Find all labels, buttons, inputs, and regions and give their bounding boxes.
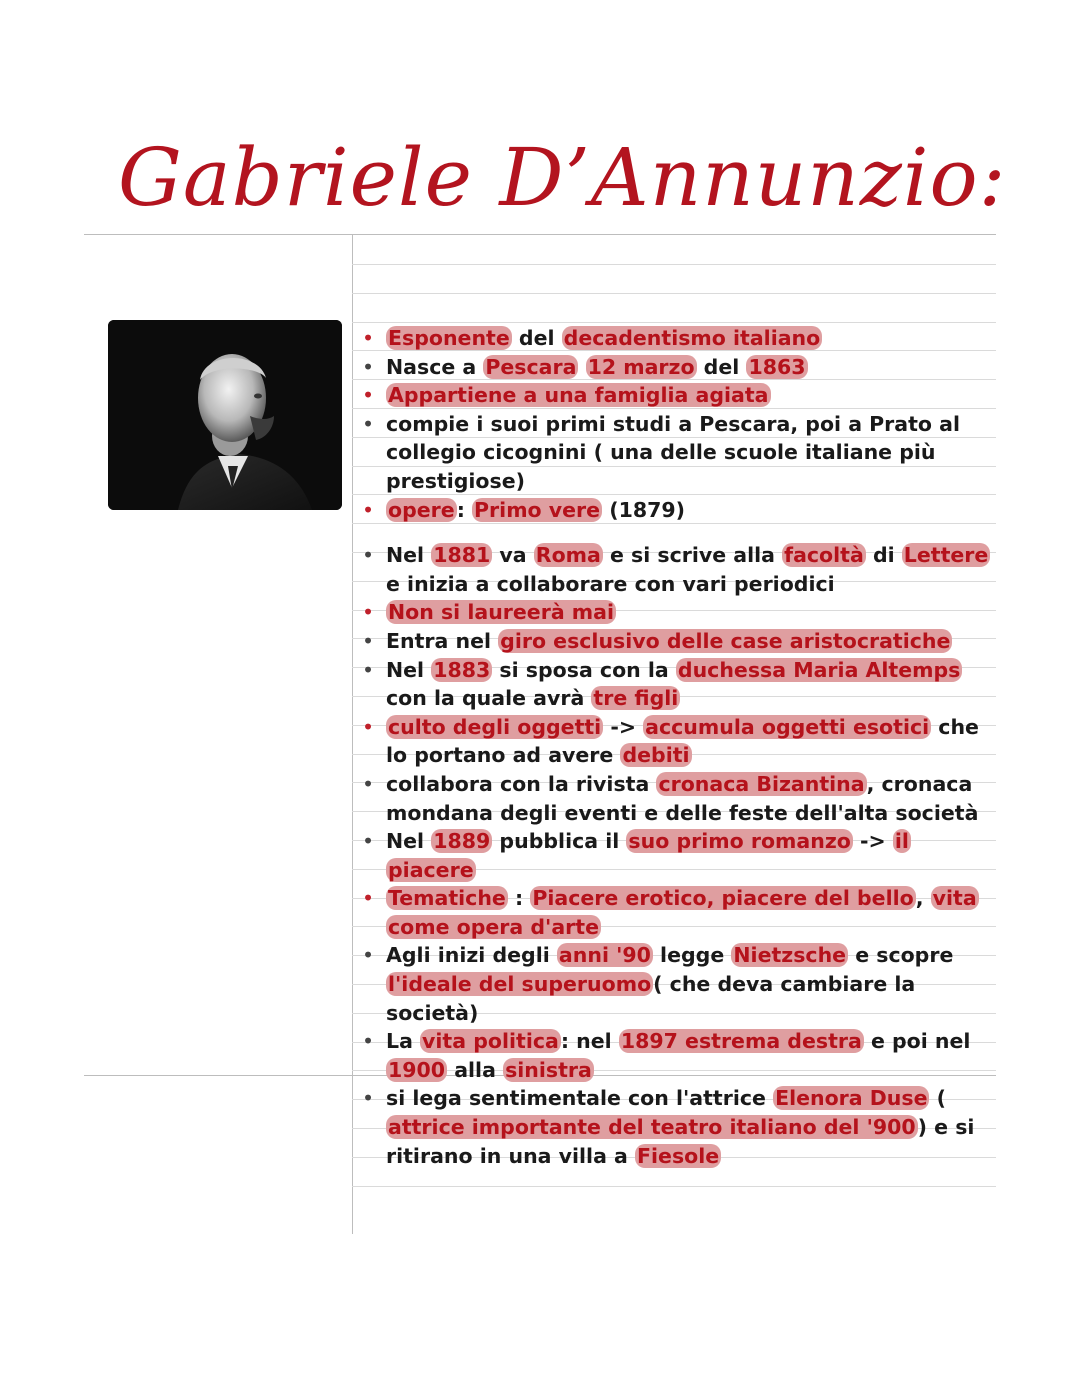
note-text: -> — [852, 829, 893, 854]
note-text: La — [386, 1029, 421, 1054]
highlighted-text: 1883 — [433, 657, 491, 682]
note-text: va — [492, 543, 534, 568]
portrait-photo — [108, 320, 342, 510]
note-item — [362, 1084, 1002, 1170]
portrait-icon — [108, 320, 342, 510]
note-text: Nel — [386, 543, 432, 568]
note-text: e scopre — [848, 943, 954, 968]
note-text: con la quale avrà — [386, 686, 592, 711]
note-text: ( che deva cambiare la società) — [386, 972, 916, 1025]
note-text: e inizia a collaborare con vari periodici — [386, 571, 835, 596]
note-text: e poi nel — [863, 1029, 971, 1054]
highlighted-text: 1863 — [748, 354, 806, 379]
highlighted-text: attrice importante del teatro italiano del '900 — [388, 1115, 916, 1140]
note-text: , — [915, 886, 931, 911]
note-text: collabora con la rivista — [386, 771, 657, 796]
note-text: ( — [929, 1086, 946, 1111]
note-text: si sposa con la — [492, 657, 676, 682]
note-text: : nel — [560, 1029, 619, 1054]
note-item — [362, 598, 1002, 627]
note-item — [362, 770, 1002, 827]
note-item — [362, 410, 1002, 496]
ruled-line — [352, 322, 996, 323]
note-text: : — [507, 886, 531, 911]
highlighted-text: debiti — [622, 743, 690, 768]
title-underline — [84, 234, 996, 235]
note-item — [362, 713, 1002, 770]
note-item — [362, 496, 1002, 525]
ruled-line — [352, 264, 996, 265]
note-text — [578, 355, 585, 379]
note-text: del — [696, 354, 747, 379]
note-text: di — [865, 543, 902, 568]
note-text: Nel — [386, 657, 432, 682]
note-text: Nasce a — [386, 354, 484, 379]
highlighted-text: suo primo romanzo — [628, 829, 851, 854]
note-item — [362, 381, 1002, 410]
note-text: , cronaca mondana degli eventi e delle feste dell'alta società — [386, 771, 979, 825]
note-text: Entra nel — [386, 628, 499, 653]
highlighted-text: Pescara — [485, 354, 577, 379]
highlighted-text: il piacere — [388, 829, 909, 882]
highlighted-text: Lettere — [903, 543, 989, 568]
page-title: Gabriele D’Annunzio: — [118, 131, 1007, 224]
note-text: Nel — [386, 829, 432, 854]
highlighted-text: culto degli oggetti — [388, 714, 602, 739]
highlighted-text: 1881 — [433, 543, 491, 568]
highlighted-text: Tematiche — [388, 886, 506, 911]
highlighted-text: vita come opera d'arte — [388, 886, 977, 939]
note-text: ) e si ritirano in una villa a — [386, 1115, 975, 1168]
highlighted-text: 1900 — [388, 1057, 446, 1082]
ruled-line — [352, 1186, 996, 1187]
highlighted-text: l'ideale del superuomo — [388, 972, 652, 997]
note-text: legge — [652, 943, 732, 968]
highlighted-text: Elenora Duse — [775, 1086, 928, 1111]
highlighted-text: Appartiene a una famiglia agiata — [388, 383, 769, 408]
highlighted-text: opere — [388, 497, 455, 522]
highlighted-text: 1889 — [433, 829, 491, 854]
note-item — [362, 884, 1002, 941]
note-text: (1879) — [602, 497, 685, 522]
note-text: alla — [447, 1057, 504, 1082]
highlighted-text: accumula oggetti esotici — [645, 714, 930, 739]
margin-line — [352, 234, 353, 1234]
ruled-line — [352, 293, 996, 294]
note-item — [362, 324, 1002, 353]
highlighted-text: Roma — [535, 543, 601, 568]
note-text: compie i suoi primi studi a Pescara, poi a Prato al collegio cicognini ( una delle scuole italiane più prestigiose) — [386, 411, 961, 493]
highlighted-text: Esponente — [388, 326, 510, 350]
highlighted-text: tre figli — [593, 686, 679, 711]
highlighted-text: giro esclusivo delle case aristocratiche — [500, 628, 951, 653]
highlighted-text: cronaca Bizantina — [658, 771, 865, 796]
highlighted-text: facoltà — [784, 543, 864, 568]
note-text: Agli inizi degli — [386, 943, 557, 968]
highlighted-text: Primo vere — [474, 497, 601, 522]
note-text: : — [456, 497, 473, 522]
notes-list — [362, 324, 1002, 1170]
highlighted-text: vita politica — [422, 1029, 559, 1054]
highlighted-text: Fiesole — [637, 1143, 720, 1168]
highlighted-text: 12 marzo — [587, 354, 695, 379]
note-item — [362, 656, 1002, 713]
note-text: del — [511, 326, 562, 350]
note-text: e si scrive alla — [602, 543, 783, 568]
note-text: si lega sentimentale con l'attrice — [386, 1086, 774, 1111]
note-item — [362, 1027, 1002, 1084]
highlighted-text: sinistra — [505, 1057, 592, 1082]
note-text: pubblica il — [492, 829, 627, 854]
highlighted-text: anni '90 — [558, 943, 651, 968]
highlighted-text: decadentismo italiano — [563, 326, 821, 350]
note-item — [362, 353, 1002, 382]
highlighted-text: Piacere erotico, piacere del bello — [532, 886, 914, 911]
highlighted-text: Nietzsche — [733, 943, 847, 968]
note-item — [362, 627, 1002, 656]
note-item — [362, 541, 1002, 598]
note-item — [362, 941, 1002, 1027]
highlighted-text: Non si laureerà mai — [388, 600, 615, 625]
note-text: che lo portano ad avere — [386, 714, 979, 768]
note-text: -> — [603, 714, 644, 739]
highlighted-text: 1897 estrema destra — [620, 1029, 862, 1054]
note-item — [362, 827, 1002, 884]
highlighted-text: duchessa Maria Altemps — [677, 657, 961, 682]
